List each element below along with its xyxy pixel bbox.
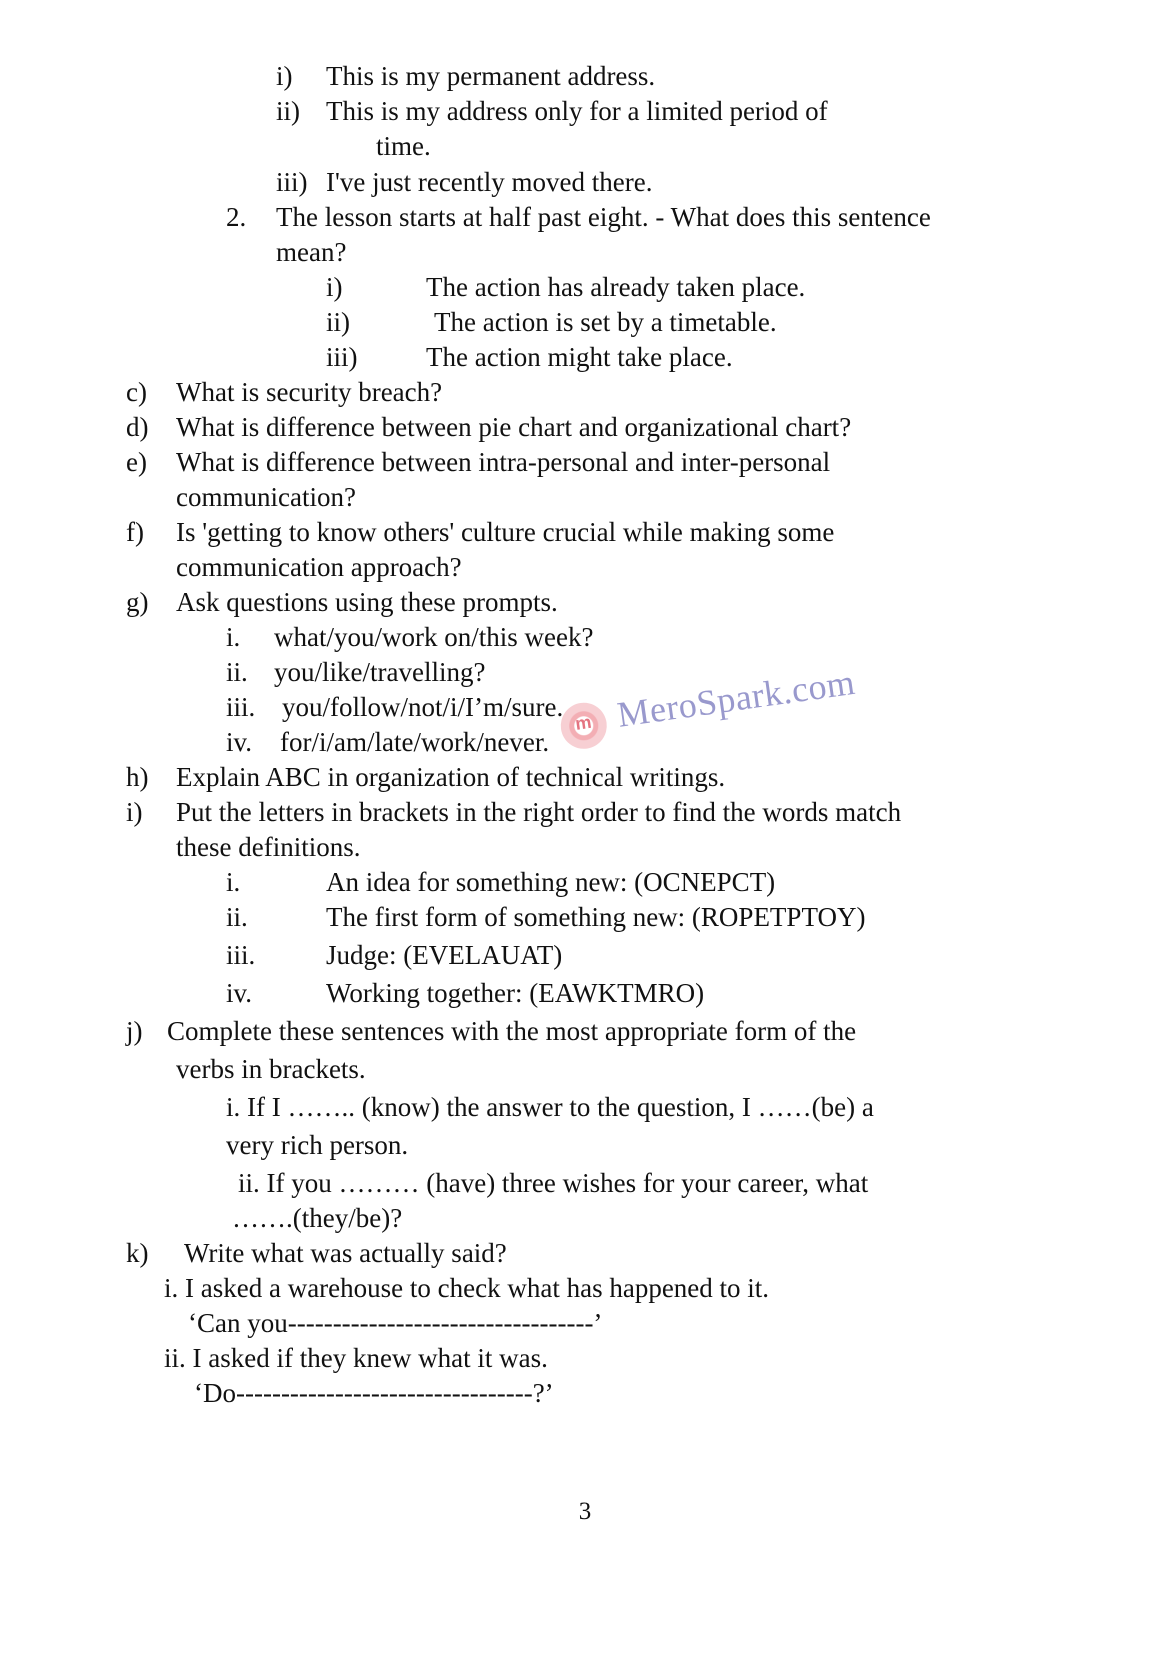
watermark-text: MeroSpark.com [614,661,858,735]
question-k-text: Write what was actually said? [184,1238,507,1268]
q1-option-text-cont: time. [376,131,431,161]
q2-option-text: The action has already taken place. [426,272,806,302]
question-k-label: k) [126,1238,149,1268]
merospark-logo-icon [558,700,610,752]
q2-number: 2. [226,202,247,232]
q1-option-label: ii) [276,96,300,126]
question-d-label: d) [126,412,149,442]
q1-option-text: I've just recently moved there. [326,167,653,197]
i-item-label: ii. [226,902,248,932]
g-item-text: for/i/am/late/work/never. [280,727,550,757]
question-d-text: What is difference between pie chart and organizational chart? [176,412,852,442]
question-f-text-cont: communication approach? [176,552,462,582]
question-j-text: Complete these sentences with the most appropriate form of the [167,1016,857,1046]
i-item-text: The first form of something new: (ROPETPTOY) [326,902,866,932]
j-item-line: i. If I …….. (know) the answer to the question, I ……(be) a [226,1092,874,1122]
i-item-label: iv. [226,978,252,1008]
j-item-line: …….(they/be)? [232,1203,403,1233]
g-item-label: iv. [226,727,252,757]
k-item-line: i. I asked a warehouse to check what has happened to it. [164,1273,770,1303]
question-e-text: What is difference between intra-personal and inter-personal [176,447,831,477]
question-g-text: Ask questions using these prompts. [176,587,558,617]
logo-letter: m [574,711,593,734]
q2-option-label: ii) [326,307,350,337]
question-c-text: What is security breach? [176,377,443,407]
question-f-text: Is 'getting to know others' culture crucial while making some [176,517,835,547]
g-item-text: you/follow/not/i/I’m/sure. [282,692,564,722]
question-c-label: c) [126,377,147,407]
question-e-label: e) [126,447,147,477]
i-item-text: Judge: (EVELAUAT) [326,940,563,970]
question-i-text: Put the letters in brackets in the right order to find the words match [176,797,902,827]
q2-option-text: The action might take place. [426,342,733,372]
question-h-text: Explain ABC in organization of technical writings. [176,762,726,792]
g-item-text: you/like/travelling? [274,657,486,687]
question-h-label: h) [126,762,149,792]
q1-option-text: This is my address only for a limited period of [326,96,828,126]
q2-option-label: iii) [326,342,358,372]
j-item-line: very rich person. [226,1130,409,1160]
merospark-watermark [556,650,883,764]
q2-option-label: i) [326,272,343,302]
q2-text-cont: mean? [276,237,347,267]
q1-option-label: iii) [276,167,308,197]
question-f-label: f) [126,517,144,547]
i-item-label: i. [226,867,241,897]
q2-text: The lesson starts at half past eight. - What does this sentence [276,202,931,232]
question-g-label: g) [126,587,149,617]
k-answer-blank: ‘Do---------------------------------?’ [194,1378,554,1408]
g-item-label: ii. [226,657,248,687]
question-j-label: j) [126,1016,143,1046]
question-j-text-cont: verbs in brackets. [176,1054,366,1084]
i-item-text: An idea for something new: (OCNEPCT) [326,867,776,897]
k-item-line: ii. I asked if they knew what it was. [164,1343,548,1373]
page-number: 3 [578,1498,592,1525]
i-item-label: iii. [226,940,256,970]
q2-option-text: The action is set by a timetable. [434,307,777,337]
i-item-text: Working together: (EAWKTMRO) [326,978,705,1008]
g-item-text: what/you/work on/this week? [274,622,594,652]
q1-option-text: This is my permanent address. [326,61,656,91]
g-item-label: iii. [226,692,256,722]
q1-option-label: i) [276,61,293,91]
question-i-label: i) [126,797,143,827]
k-answer-blank: ‘Can you----------------------------------’ [188,1308,603,1338]
j-item-line: ii. If you ……… (have) three wishes for your career, what [238,1168,869,1198]
question-e-text-cont: communication? [176,482,356,512]
question-i-text-cont: these definitions. [176,832,361,862]
g-item-label: i. [226,622,241,652]
